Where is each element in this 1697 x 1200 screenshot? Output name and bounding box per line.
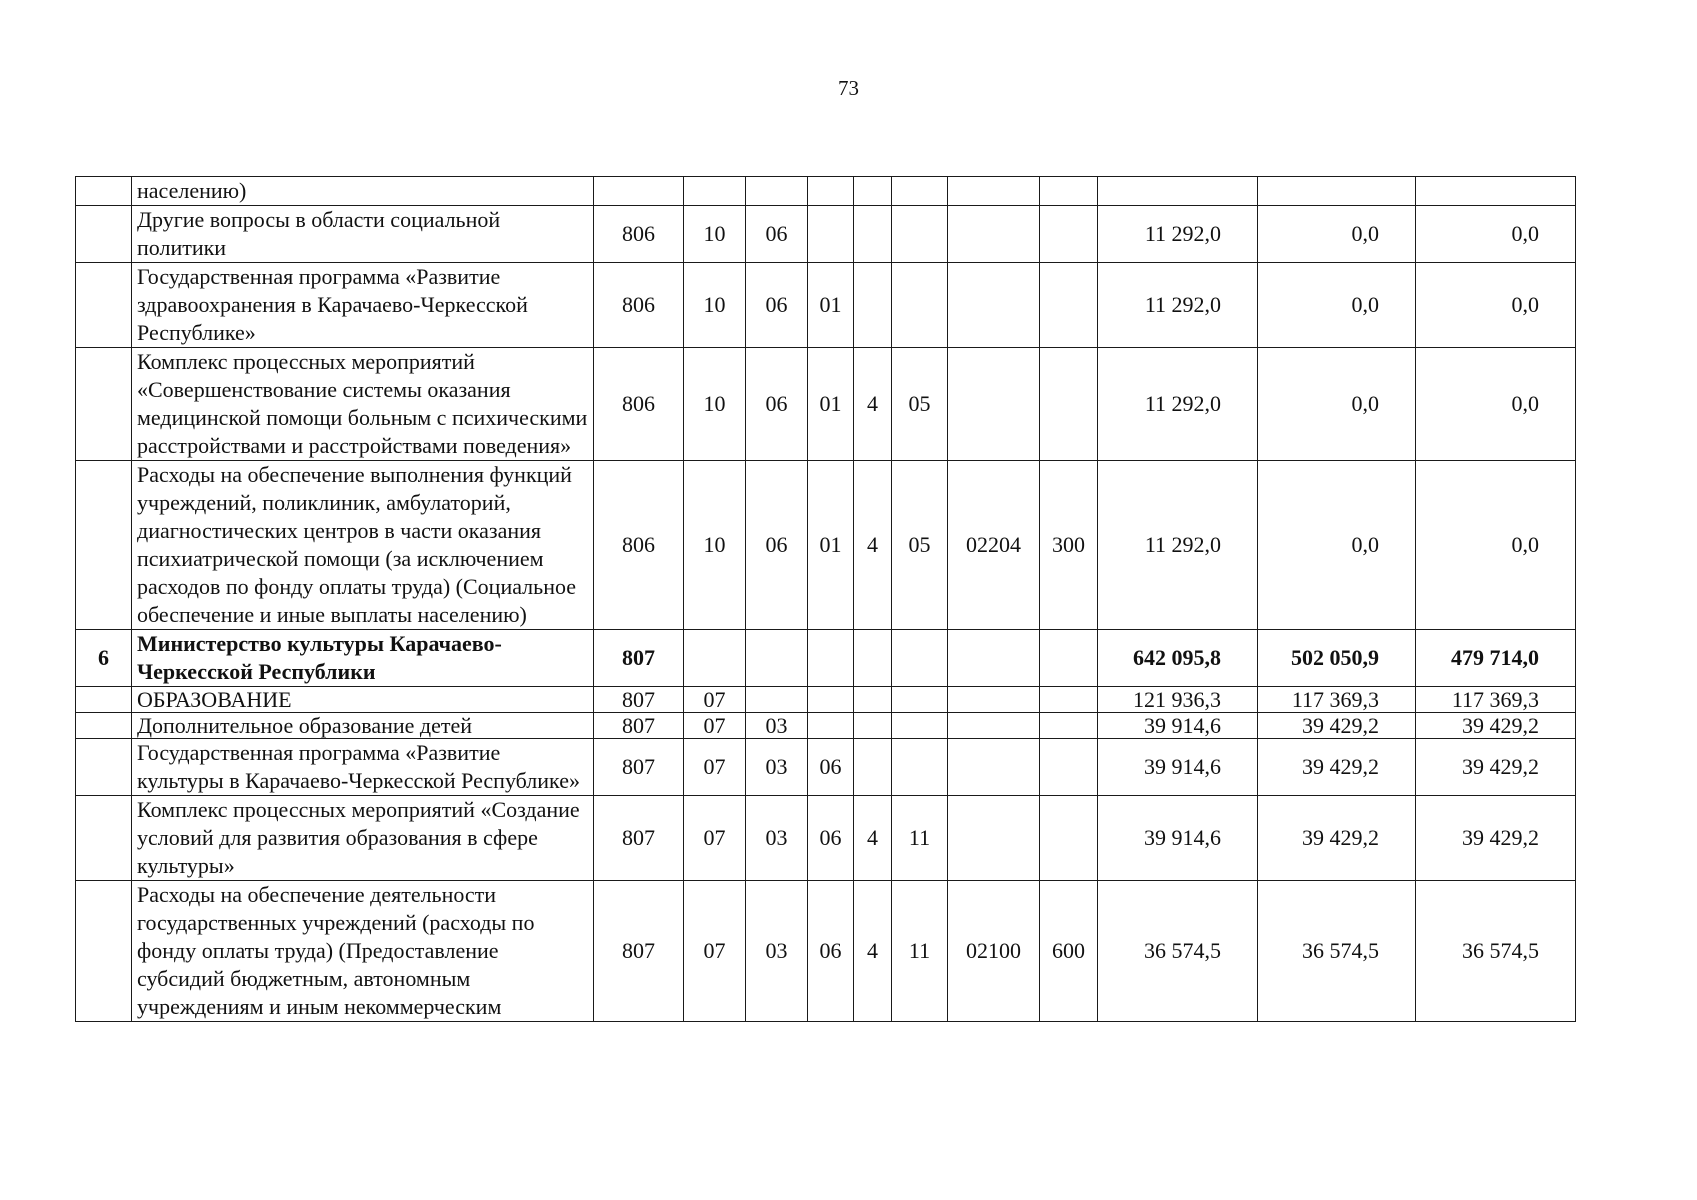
expense-direction-code-cell: 02100	[948, 881, 1040, 1022]
table-row	[76, 177, 1576, 206]
program-type-code-cell	[854, 263, 892, 348]
program-code-cell: 01	[808, 461, 854, 630]
expense-name-cell: Другие вопросы в области социальной политики	[132, 206, 594, 263]
program-code-cell: 06	[808, 739, 854, 796]
expense-direction-code-cell	[948, 687, 1040, 713]
structural-element-code-cell: 11	[892, 881, 948, 1022]
subsection-code-cell: 03	[746, 739, 808, 796]
program-type-code-cell	[854, 206, 892, 263]
department-code-cell: 806	[594, 348, 684, 461]
program-code-cell	[808, 177, 854, 206]
expense-direction-code-cell	[948, 739, 1040, 796]
program-type-code-cell	[854, 739, 892, 796]
row-number-cell	[76, 687, 132, 713]
table-row	[76, 206, 1576, 263]
department-code-cell: 807	[594, 796, 684, 881]
table-row	[76, 630, 1576, 687]
expense-direction-code-cell	[948, 348, 1040, 461]
structural-element-code-cell: 11	[892, 796, 948, 881]
department-code-cell: 807	[594, 881, 684, 1022]
table-row	[76, 461, 1576, 630]
amount-year-3-cell: 0,0	[1416, 461, 1576, 630]
expense-name-cell: ОБРАЗОВАНИЕ	[132, 687, 594, 713]
expense-name-cell: Комплекс процессных мероприятий «Совершенствование системы оказания медицинской помощи больным с психическими расстройствами и расстройствами поведения»	[132, 348, 594, 461]
amount-year-1-cell: 11 292,0	[1098, 348, 1258, 461]
expense-name-cell: Комплекс процессных мероприятий «Создание условий для развития образования в сфере культуры»	[132, 796, 594, 881]
structural-element-code-cell: 05	[892, 348, 948, 461]
expense-type-code-cell	[1040, 206, 1098, 263]
program-type-code-cell	[854, 630, 892, 687]
page-number: 73	[838, 76, 859, 100]
section-code-cell: 07	[684, 796, 746, 881]
program-code-cell: 06	[808, 796, 854, 881]
expense-direction-code-cell	[948, 713, 1040, 739]
department-code-cell: 807	[594, 739, 684, 796]
expense-direction-code-cell	[948, 177, 1040, 206]
section-code-cell	[684, 177, 746, 206]
expense-type-code-cell	[1040, 348, 1098, 461]
program-type-code-cell: 4	[854, 796, 892, 881]
amount-year-1-cell	[1098, 177, 1258, 206]
amount-year-2-cell: 0,0	[1258, 206, 1416, 263]
program-code-cell: 01	[808, 263, 854, 348]
amount-year-3-cell: 39 429,2	[1416, 796, 1576, 881]
structural-element-code-cell	[892, 206, 948, 263]
table-row	[76, 348, 1576, 461]
amount-year-3-cell: 39 429,2	[1416, 713, 1576, 739]
expense-type-code-cell: 600	[1040, 881, 1098, 1022]
structural-element-code-cell	[892, 263, 948, 348]
amount-year-2-cell: 36 574,5	[1258, 881, 1416, 1022]
amount-year-2-cell: 0,0	[1258, 348, 1416, 461]
amount-year-2-cell: 0,0	[1258, 263, 1416, 348]
expense-direction-code-cell	[948, 630, 1040, 687]
structural-element-code-cell	[892, 177, 948, 206]
amount-year-2-cell: 0,0	[1258, 461, 1416, 630]
subsection-code-cell: 03	[746, 881, 808, 1022]
amount-year-3-cell: 39 429,2	[1416, 739, 1576, 796]
section-code-cell: 10	[684, 263, 746, 348]
expense-name-cell: Дополнительное образование детей	[132, 713, 594, 739]
program-type-code-cell: 4	[854, 881, 892, 1022]
budget-table	[75, 176, 1576, 1022]
program-type-code-cell	[854, 177, 892, 206]
structural-element-code-cell	[892, 630, 948, 687]
expense-type-code-cell	[1040, 687, 1098, 713]
amount-year-3-cell	[1416, 177, 1576, 206]
table-row	[76, 713, 1576, 739]
amount-year-1-cell: 11 292,0	[1098, 263, 1258, 348]
expense-direction-code-cell	[948, 796, 1040, 881]
program-code-cell	[808, 687, 854, 713]
row-number-cell	[76, 739, 132, 796]
amount-year-1-cell: 39 914,6	[1098, 739, 1258, 796]
section-code-cell: 07	[684, 687, 746, 713]
row-number-cell: 6	[76, 630, 132, 687]
expense-direction-code-cell: 02204	[948, 461, 1040, 630]
subsection-code-cell: 03	[746, 796, 808, 881]
subsection-code-cell: 06	[746, 348, 808, 461]
expense-type-code-cell	[1040, 630, 1098, 687]
amount-year-3-cell: 36 574,5	[1416, 881, 1576, 1022]
amount-year-2-cell	[1258, 177, 1416, 206]
expense-direction-code-cell	[948, 206, 1040, 263]
department-code-cell: 806	[594, 461, 684, 630]
row-number-cell	[76, 461, 132, 630]
row-number-cell	[76, 713, 132, 739]
section-code-cell: 10	[684, 348, 746, 461]
subsection-code-cell: 03	[746, 713, 808, 739]
section-code-cell	[684, 630, 746, 687]
amount-year-1-cell: 11 292,0	[1098, 461, 1258, 630]
amount-year-1-cell: 39 914,6	[1098, 796, 1258, 881]
expense-name-cell: Государственная программа «Развитие здравоохранения в Карачаево-Черкесской Республике»	[132, 263, 594, 348]
amount-year-2-cell: 117 369,3	[1258, 687, 1416, 713]
program-type-code-cell: 4	[854, 461, 892, 630]
department-code-cell: 806	[594, 206, 684, 263]
expense-name-cell: Расходы на обеспечение выполнения функций учреждений, поликлиник, амбулаторий, диагностических центров в части оказания психиатрической помощи (за исключением расходов по фонду оплаты труда) (Социальное обеспечение и иные выплаты населению)	[132, 461, 594, 630]
table-row	[76, 263, 1576, 348]
table-row	[76, 739, 1576, 796]
section-code-cell: 07	[684, 739, 746, 796]
subsection-code-cell	[746, 630, 808, 687]
amount-year-1-cell: 36 574,5	[1098, 881, 1258, 1022]
program-code-cell: 01	[808, 348, 854, 461]
amount-year-3-cell: 117 369,3	[1416, 687, 1576, 713]
amount-year-1-cell: 121 936,3	[1098, 687, 1258, 713]
expense-type-code-cell	[1040, 739, 1098, 796]
amount-year-3-cell: 479 714,0	[1416, 630, 1576, 687]
row-number-cell	[76, 177, 132, 206]
program-code-cell	[808, 206, 854, 263]
table-row	[76, 796, 1576, 881]
department-code-cell: 807	[594, 713, 684, 739]
subsection-code-cell: 06	[746, 263, 808, 348]
structural-element-code-cell	[892, 687, 948, 713]
amount-year-1-cell: 11 292,0	[1098, 206, 1258, 263]
table-row	[76, 881, 1576, 1022]
amount-year-2-cell: 39 429,2	[1258, 713, 1416, 739]
subsection-code-cell	[746, 687, 808, 713]
structural-element-code-cell	[892, 739, 948, 796]
department-code-cell: 807	[594, 630, 684, 687]
expense-type-code-cell	[1040, 713, 1098, 739]
row-number-cell	[76, 348, 132, 461]
subsection-code-cell: 06	[746, 206, 808, 263]
program-type-code-cell	[854, 713, 892, 739]
amount-year-2-cell: 39 429,2	[1258, 739, 1416, 796]
row-number-cell	[76, 206, 132, 263]
department-code-cell: 807	[594, 687, 684, 713]
expense-name-cell: Государственная программа «Развитие культуры в Карачаево-Черкесской Республике»	[132, 739, 594, 796]
expense-name-cell: Министерство культуры Карачаево-Черкесской Республики	[132, 630, 594, 687]
expense-type-code-cell	[1040, 796, 1098, 881]
table-row	[76, 687, 1576, 713]
row-number-cell	[76, 263, 132, 348]
subsection-code-cell: 06	[746, 461, 808, 630]
program-code-cell: 06	[808, 881, 854, 1022]
amount-year-2-cell: 502 050,9	[1258, 630, 1416, 687]
amount-year-1-cell: 39 914,6	[1098, 713, 1258, 739]
program-type-code-cell: 4	[854, 348, 892, 461]
expense-type-code-cell: 300	[1040, 461, 1098, 630]
amount-year-2-cell: 39 429,2	[1258, 796, 1416, 881]
expense-name-cell: населению)	[132, 177, 594, 206]
amount-year-3-cell: 0,0	[1416, 263, 1576, 348]
row-number-cell	[76, 796, 132, 881]
program-code-cell	[808, 713, 854, 739]
program-type-code-cell	[854, 687, 892, 713]
department-code-cell: 806	[594, 263, 684, 348]
section-code-cell: 07	[684, 881, 746, 1022]
structural-element-code-cell	[892, 713, 948, 739]
row-number-cell	[76, 881, 132, 1022]
amount-year-1-cell: 642 095,8	[1098, 630, 1258, 687]
expense-type-code-cell	[1040, 177, 1098, 206]
program-code-cell	[808, 630, 854, 687]
amount-year-3-cell: 0,0	[1416, 348, 1576, 461]
table-body	[76, 177, 1576, 1022]
structural-element-code-cell: 05	[892, 461, 948, 630]
department-code-cell	[594, 177, 684, 206]
section-code-cell: 10	[684, 206, 746, 263]
amount-year-3-cell: 0,0	[1416, 206, 1576, 263]
section-code-cell: 10	[684, 461, 746, 630]
subsection-code-cell	[746, 177, 808, 206]
expense-type-code-cell	[1040, 263, 1098, 348]
section-code-cell: 07	[684, 713, 746, 739]
expense-name-cell: Расходы на обеспечение деятельности государственных учреждений (расходы по фонду оплаты труда) (Предоставление субсидий бюджетным, автономным учреждениям и иным некоммерческим	[132, 881, 594, 1022]
expense-direction-code-cell	[948, 263, 1040, 348]
